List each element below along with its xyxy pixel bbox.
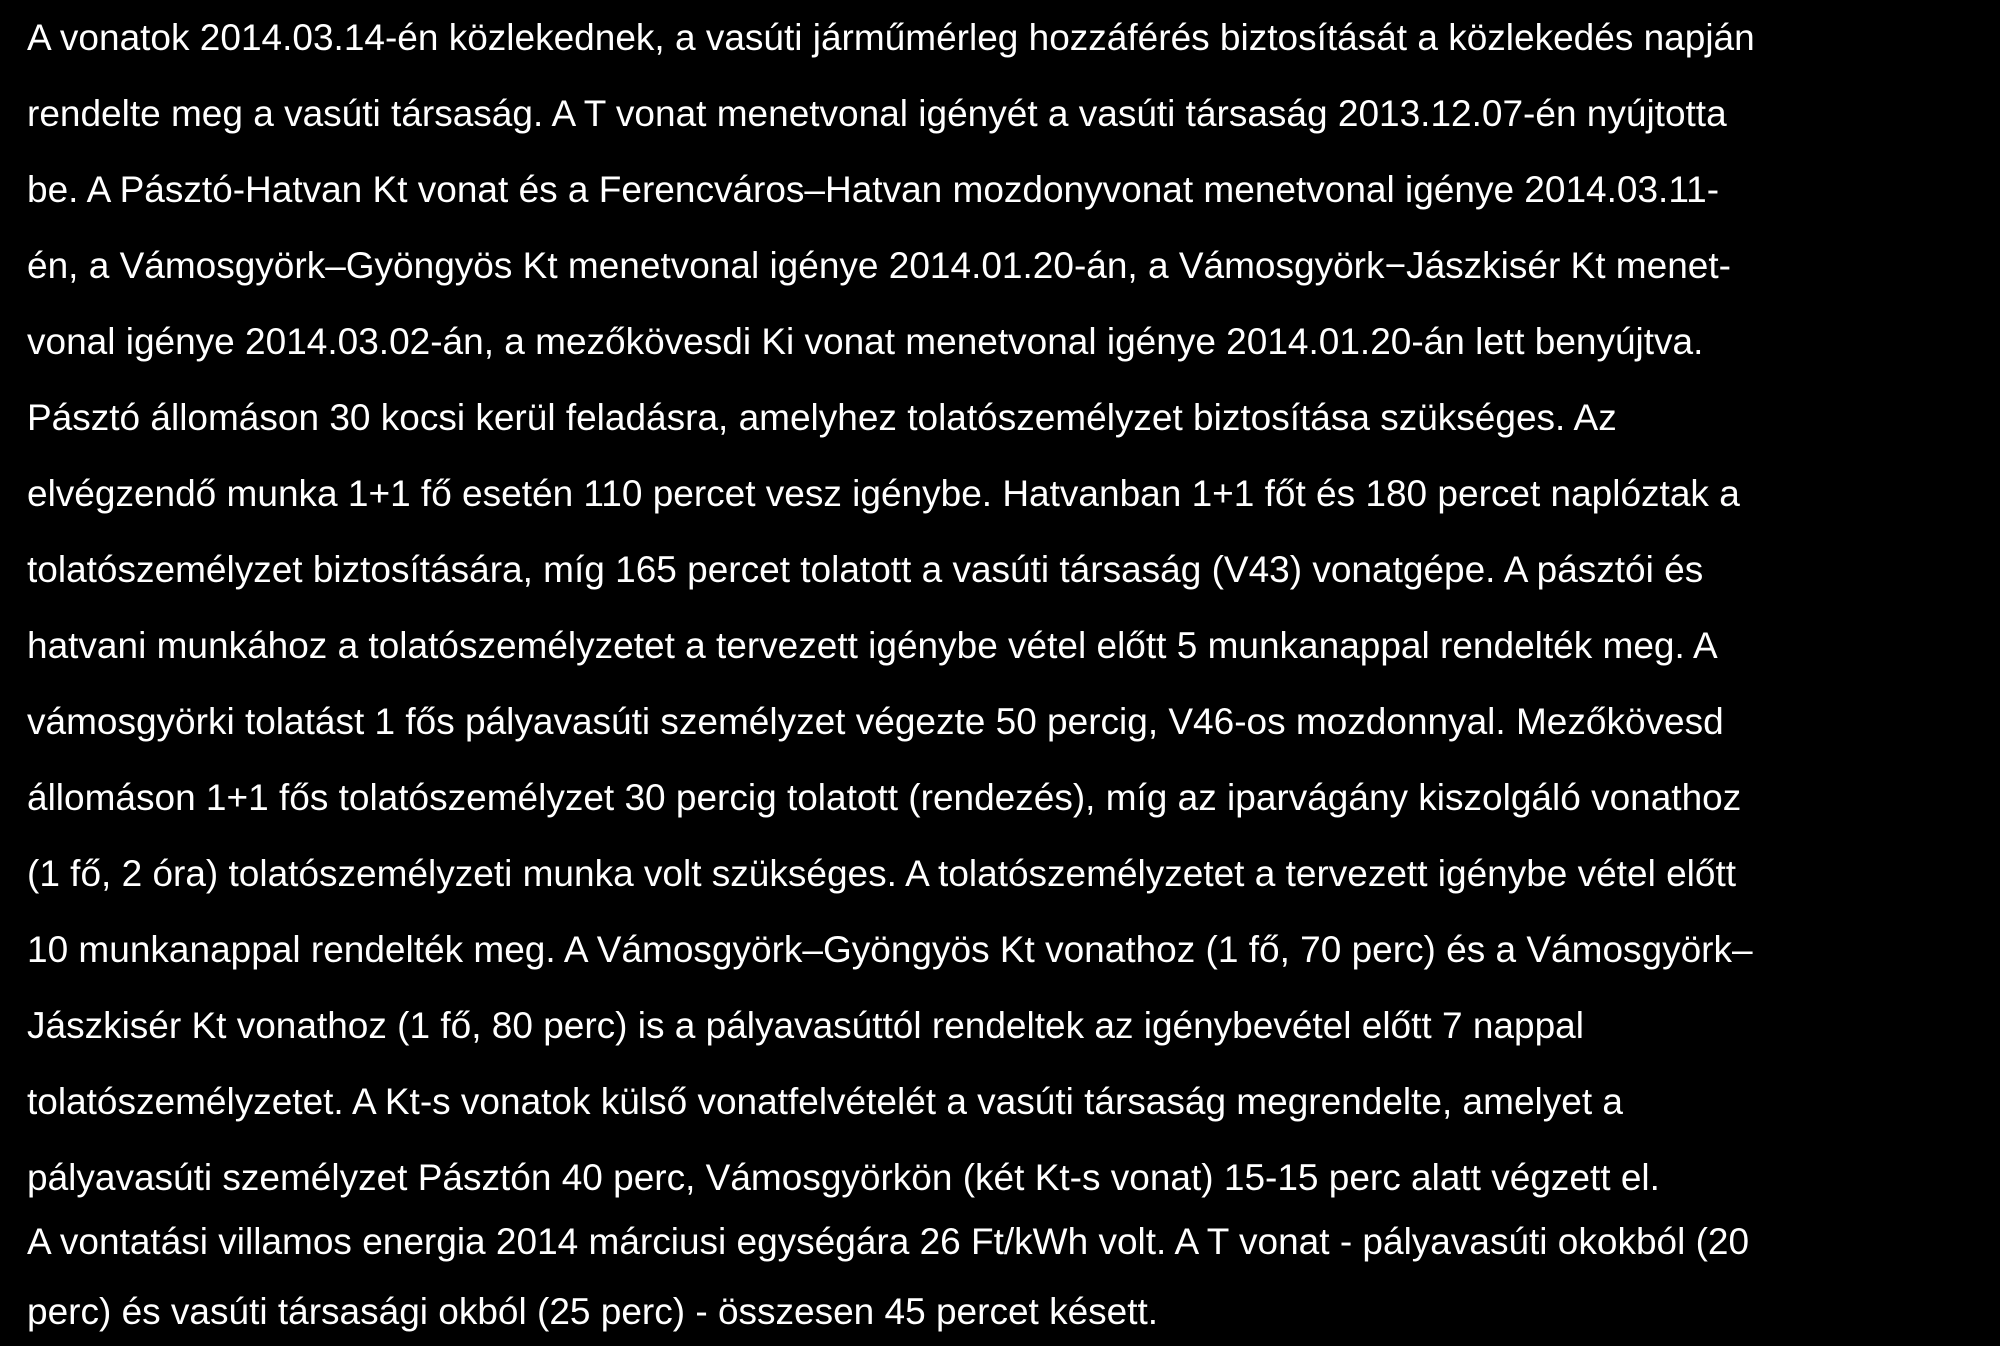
text-line: perc) és vasúti társasági okból (25 perc) - összesen 45 percet késett. [27,1291,1159,1332]
text-line: tolatószemélyzetet. A Kt-s vonatok külső vonatfelvételét a vasúti társaság megrendelte, amelyet a [27,1081,1623,1122]
text-line: A vontatási villamos energia 2014 márciusi egységára 26 Ft/kWh volt. A T vonat - pályavasúti okokból (20 [27,1221,1750,1262]
text-line: vonal igénye 2014.03.02-án, a mezőkövesdi Ki vonat menetvonal igénye 2014.01.20-án lett benyújtva. [27,321,1704,362]
text-line: Jászkisér Kt vonathoz (1 fő, 80 perc) is a pályavasúttól rendeltek az igénybevétel előtt 7 nappal [27,1005,1584,1046]
text-line: vámosgyörki tolatást 1 fős pályavasúti személyzet végezte 50 percig, V46-os mozdonnyal. Mezőkövesd [27,701,1724,742]
text-line: rendelte meg a vasúti társaság. A T vonat menetvonal igényét a vasúti társaság 2013.12.07-én nyújtotta [27,93,1727,134]
text-line: tolatószemélyzet biztosítására, míg 165 percet tolatott a vasúti társaság (V43) vonatgépe. A pásztói és [27,549,1704,590]
text-line: be. A Pásztó-Hatvan Kt vonat és a Ferencváros–Hatvan mozdonyvonat menetvonal igénye 2014.03.11- [27,169,1720,210]
text-line: Pásztó állomáson 30 kocsi kerül feladásra, amelyhez tolatószemélyzet biztosítása szükséges. Az [27,397,1617,438]
text-line: pályavasúti személyzet Pásztón 40 perc, Vámosgyörkön (két Kt-s vonat) 15-15 perc alatt végzett el. [27,1157,1660,1198]
text-line: A vonatok 2014.03.14-én közlekednek, a vasúti járműmérleg hozzáférés biztosítását a közlekedés napján [27,17,1755,58]
text-line: (1 fő, 2 óra) tolatószemélyzeti munka volt szükséges. A tolatószemélyzetet a tervezett igénybe vétel előtt [27,853,1737,894]
text-line: elvégzendő munka 1+1 fő esetén 110 percet vesz igénybe. Hatvanban 1+1 főt és 180 percet naplóztak a [27,473,1740,514]
text-line: én, a Vámosgyörk–Gyöngyös Kt menetvonal igénye 2014.01.20-án, a Vámosgyörk−Jászkisér Kt menet- [27,245,1731,286]
text-line: állomáson 1+1 fős tolatószemélyzet 30 percig tolatott (rendezés), míg az iparvágány kiszolgáló vonathoz [27,777,1742,818]
text-line: hatvani munkához a tolatószemélyzetet a tervezett igénybe vétel előtt 5 munkanappal rendelték meg. A [27,625,1718,666]
text-line: 10 munkanappal rendelték meg. A Vámosgyörk–Gyöngyös Kt vonathoz (1 fő, 70 perc) és a Vámosgyörk– [27,929,1753,970]
